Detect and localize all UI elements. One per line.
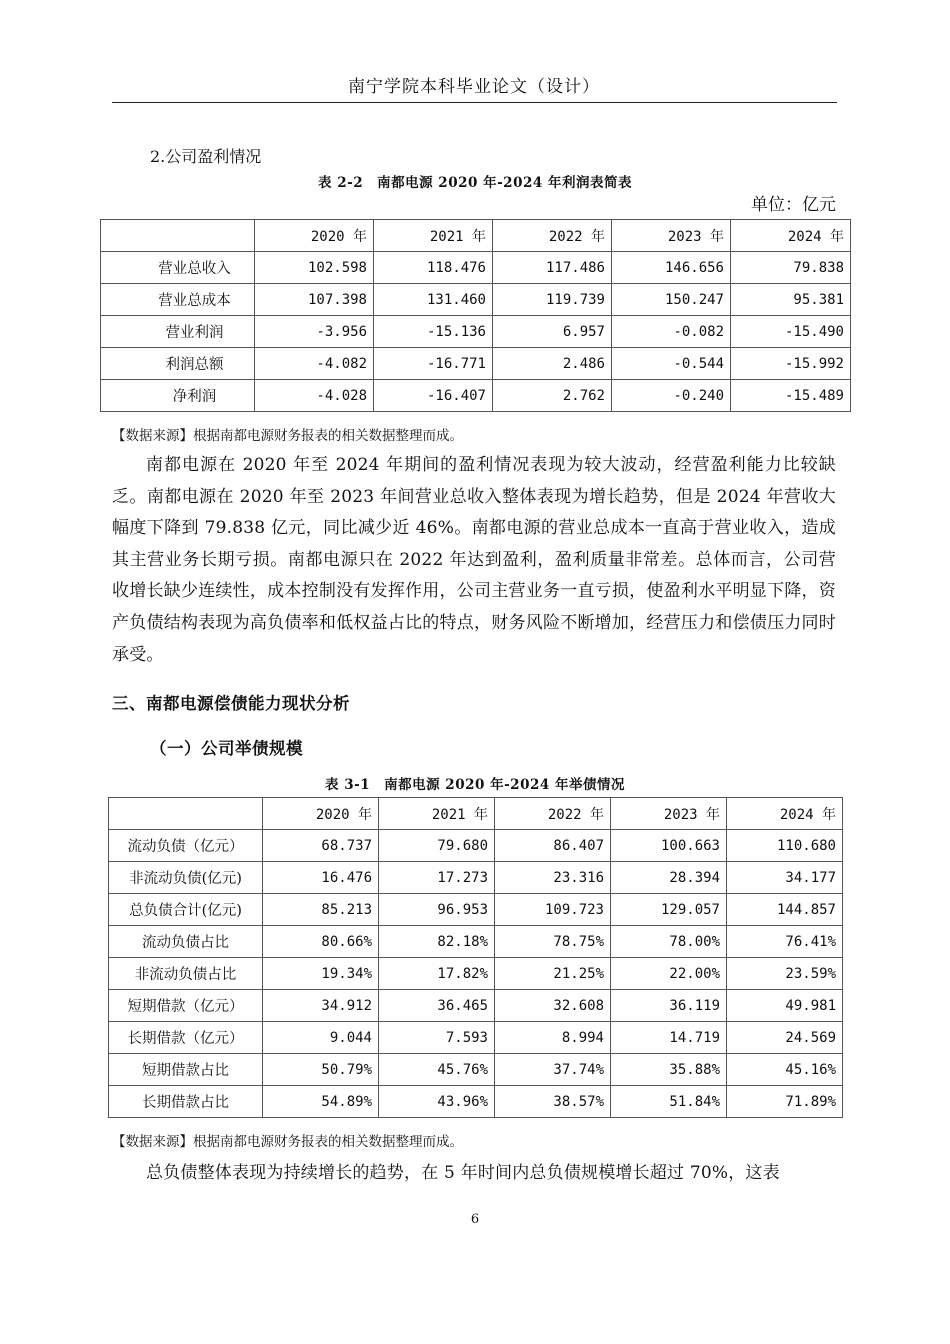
row-label: 流动负债（亿元） (109, 830, 263, 862)
table-cell-value: -3.956 (255, 316, 374, 348)
table-cell-value: 23.316 (495, 862, 611, 894)
table-cell-value: 71.89% (727, 1086, 843, 1118)
table-cell-value: -15.136 (374, 316, 493, 348)
table-cell-value: 2.762 (493, 380, 612, 412)
table-cell-value: 100.663 (611, 830, 727, 862)
table-cell-value: 17.273 (379, 862, 495, 894)
table-cell-value: 107.398 (255, 284, 374, 316)
table-corner-cell (101, 220, 255, 252)
table-row (109, 958, 843, 990)
table-caption: 表 3-1 南都电源 2020 年-2024 年举债情况 (325, 777, 625, 793)
column-header-year: 2022 年 (493, 220, 612, 252)
table-row (101, 380, 851, 412)
table-cell-value: 36.119 (611, 990, 727, 1022)
table-cell-value: 43.96% (379, 1086, 495, 1118)
table-cell-value: 144.857 (727, 894, 843, 926)
row-label: 非流动负债(亿元) (109, 862, 263, 894)
row-label: 营业总成本 (101, 284, 255, 316)
column-header-year: 2024 年 (727, 798, 843, 830)
row-label: 净利润 (101, 380, 255, 412)
row-label: 利润总额 (101, 348, 255, 380)
table-cell-value: 119.739 (493, 284, 612, 316)
table-caption: 表 2-2 南都电源 2020 年-2024 年利润表简表 (318, 175, 632, 191)
table-cell-value: 49.981 (727, 990, 843, 1022)
table-row (109, 1086, 843, 1118)
row-label: 长期借款占比 (109, 1086, 263, 1118)
table-cell-value: -0.544 (612, 348, 731, 380)
table-cell-value: -0.082 (612, 316, 731, 348)
table-cell-value: 150.247 (612, 284, 731, 316)
table-cell-value: 78.75% (495, 926, 611, 958)
table-cell-value: -16.407 (374, 380, 493, 412)
table-cell-value: 45.76% (379, 1054, 495, 1086)
table-row (101, 348, 851, 380)
row-label: 长期借款（亿元） (109, 1022, 263, 1054)
row-label: 短期借款占比 (109, 1054, 263, 1086)
table-row (109, 830, 843, 862)
table-cell-value: 96.953 (379, 894, 495, 926)
column-header-year: 2024 年 (731, 220, 851, 252)
table-cell-value: 76.41% (727, 926, 843, 958)
table-cell-value: 85.213 (263, 894, 379, 926)
table-cell-value: -0.240 (612, 380, 731, 412)
subsection-heading: （一）公司举债规模 (150, 739, 303, 758)
table-cell-value: 6.957 (493, 316, 612, 348)
profit-table (100, 219, 851, 412)
row-label: 总负债合计(亿元) (109, 894, 263, 926)
table-cell-value: 2.486 (493, 348, 612, 380)
header-rule (112, 102, 837, 103)
table-cell-value: 79.680 (379, 830, 495, 862)
table-cell-value: 78.00% (611, 926, 727, 958)
table-cell-value: 80.66% (263, 926, 379, 958)
table-cell-value: 34.912 (263, 990, 379, 1022)
table-cell-value: 109.723 (495, 894, 611, 926)
table-row (101, 284, 851, 316)
table-cell-value: 51.84% (611, 1086, 727, 1118)
table-cell-value: -4.082 (255, 348, 374, 380)
unit-label: 单位：亿元 (751, 195, 836, 215)
table-cell-value: 8.994 (495, 1022, 611, 1054)
table-row (109, 990, 843, 1022)
table-cell-value: 7.593 (379, 1022, 495, 1054)
column-header-year: 2021 年 (374, 220, 493, 252)
table-row (101, 316, 851, 348)
table-cell-value: 32.608 (495, 990, 611, 1022)
table-row (109, 1054, 843, 1086)
table-cell-value: 16.476 (263, 862, 379, 894)
table-cell-value: 28.394 (611, 862, 727, 894)
row-label: 营业总收入 (101, 252, 255, 284)
table-cell-value: -15.490 (731, 316, 851, 348)
section-title: 2.公司盈利情况 (150, 147, 262, 166)
row-label: 营业利润 (101, 316, 255, 348)
table-cell-value: 54.89% (263, 1086, 379, 1118)
table-cell-value: 37.74% (495, 1054, 611, 1086)
row-label: 短期借款（亿元） (109, 990, 263, 1022)
row-label: 流动负债占比 (109, 926, 263, 958)
table-cell-value: 110.680 (727, 830, 843, 862)
table-cell-value: -15.489 (731, 380, 851, 412)
table-cell-value: -15.992 (731, 348, 851, 380)
table-cell-value: 68.737 (263, 830, 379, 862)
table-cell-value: 23.59% (727, 958, 843, 990)
table-cell-value: 34.177 (727, 862, 843, 894)
table-cell-value: 19.34% (263, 958, 379, 990)
table-corner-cell (109, 798, 263, 830)
column-header-year: 2022 年 (495, 798, 611, 830)
debt-table (108, 797, 843, 1118)
table-cell-value: 45.16% (727, 1054, 843, 1086)
chapter-heading: 三、南都电源偿债能力现状分析 (112, 694, 350, 713)
profit-analysis-paragraph: 南都电源在 2020 年至 2024 年期间的盈利情况表现为较大波动，经营盈利能力比较缺乏。南都电源在 2020 年至 2023 年间营业总收入整体表现为增长趋势，但是 2024 年营收大幅度下降到 79.838 亿元，同比减少近 46%。南都电源的营业总成本一直高于营业收入，造成其主营业务长期亏损。南都电源只在 2022 年达到盈利，盈利质量非常差。总体而言，公司营收增长缺少连续性，成本控制没有发挥作用，公司主营业务一直亏损，使盈利水平明显下降，资产负债结构表现为高负债率和低权益占比的特点，财务风险不断增加，经营压力和偿债压力同时承受。 (112, 455, 836, 665)
table-row (109, 1022, 843, 1054)
table-cell-value: 129.057 (611, 894, 727, 926)
table-cell-value: 35.88% (611, 1054, 727, 1086)
table-row (109, 894, 843, 926)
table-cell-value: 22.00% (611, 958, 727, 990)
page-number: 6 (470, 1212, 480, 1227)
table-header-row (101, 220, 851, 252)
table-cell-value: 17.82% (379, 958, 495, 990)
table-cell-value: 95.381 (731, 284, 851, 316)
table-cell-value: 102.598 (255, 252, 374, 284)
table-row (109, 862, 843, 894)
data-source-note: 【数据来源】根据南都电源财务报表的相关数据整理而成。 (112, 428, 463, 444)
table-cell-value: -4.028 (255, 380, 374, 412)
column-header-year: 2021 年 (379, 798, 495, 830)
table-cell-value: 82.18% (379, 926, 495, 958)
table-header-row (109, 798, 843, 830)
table-cell-value: 36.465 (379, 990, 495, 1022)
table-cell-value: 79.838 (731, 252, 851, 284)
table-cell-value: 86.407 (495, 830, 611, 862)
column-header-year: 2023 年 (611, 798, 727, 830)
table-cell-value: 118.476 (374, 252, 493, 284)
table-row (109, 926, 843, 958)
table-cell-value: 50.79% (263, 1054, 379, 1086)
table-cell-value: 21.25% (495, 958, 611, 990)
data-source-note: 【数据来源】根据南都电源财务报表的相关数据整理而成。 (112, 1134, 463, 1150)
table-cell-value: -16.771 (374, 348, 493, 380)
debt-analysis-paragraph: 总负债整体表现为持续增长的趋势，在 5 年时间内总负债规模增长超过 70%，这表 (146, 1163, 780, 1183)
row-label: 非流动负债占比 (109, 958, 263, 990)
table-cell-value: 131.460 (374, 284, 493, 316)
table-cell-value: 24.569 (727, 1022, 843, 1054)
table-cell-value: 9.044 (263, 1022, 379, 1054)
table-row (101, 252, 851, 284)
page-header: 南宁学院本科毕业论文（设计） (348, 77, 600, 97)
table-cell-value: 146.656 (612, 252, 731, 284)
column-header-year: 2020 年 (263, 798, 379, 830)
table-cell-value: 38.57% (495, 1086, 611, 1118)
table-cell-value: 14.719 (611, 1022, 727, 1054)
column-header-year: 2020 年 (255, 220, 374, 252)
column-header-year: 2023 年 (612, 220, 731, 252)
table-cell-value: 117.486 (493, 252, 612, 284)
